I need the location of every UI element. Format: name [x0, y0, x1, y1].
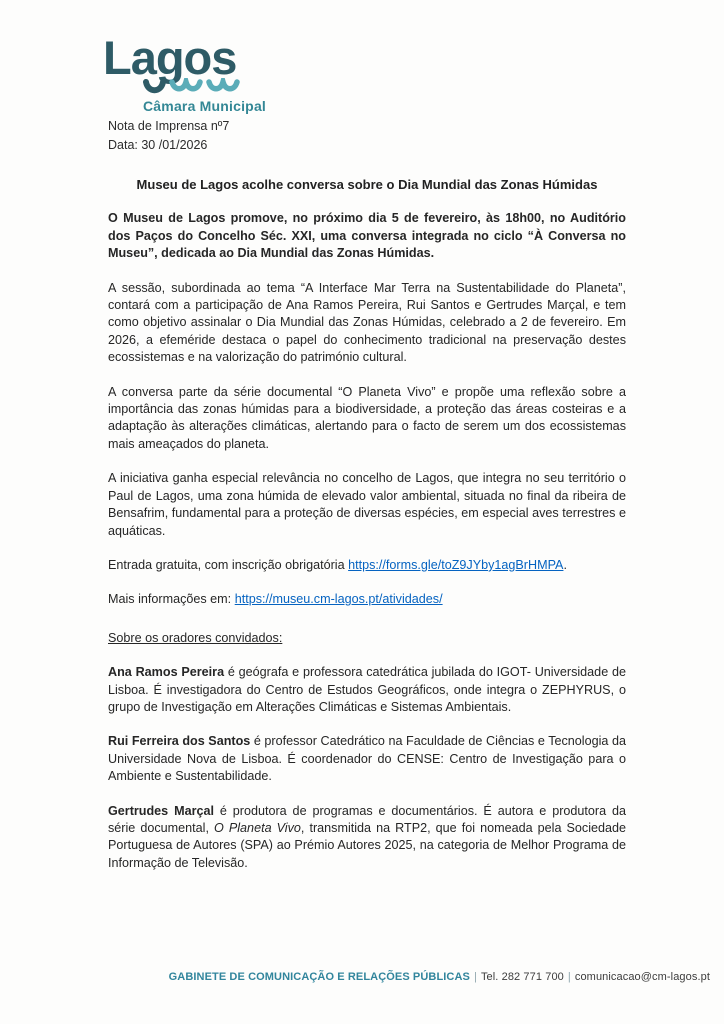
- footer-department: GABINETE DE COMUNICAÇÃO E RELAÇÕES PÚBLICAS: [168, 971, 470, 983]
- press-note-number: Nota de Imprensa nº7: [108, 119, 230, 133]
- more-info-text: Mais informações em:: [108, 592, 235, 607]
- paragraph-session: A sessão, subordinada ao tema “A Interface Mar Terra na Sustentabilidade do Planeta”, contará com a participação de Ana Ramos Pereira, Rui Santos e Gertrudes Marçal, e tem como objetivo assinalar o Dia Mundial das Zonas Húmidas, celebrado a 2 de fevereiro. Em 2026, a efeméride destaca o papel do conhecimento tradicional na preservação destes ecossistemas e na valorização do património cultural.: [108, 280, 626, 365]
- documentary-title: O Planeta Vivo: [214, 820, 301, 835]
- speaker-bio: [108, 664, 626, 716]
- speaker-bio-text: é geógrafa e professora catedrática jubilada do IGOT- Universidade de Lisboa. É investigadora do Centro de Estudos Geográficos, onde integra o ZEPHYRUS, o grupo de Investigação em Alterações Climáticas e Sistemas Ambientais.: [108, 665, 626, 714]
- speaker-bio: [108, 733, 626, 785]
- footer-phone: Tel. 282 771 700: [480, 971, 564, 983]
- speaker-bio-text: é produtora de programas e documentários. É autora e produtora da série documental,: [108, 803, 626, 835]
- logo-wordmark: Lagos: [103, 31, 237, 84]
- speaker-name: Rui Ferreira dos Santos: [108, 734, 251, 749]
- speaker-bio-text: , transmitida na RTP2, que foi nomeada pela Sociedade Portuguesa de Autores (SPA) ao Prémio Autores 2025, na categoria de Melhor Programa de Informação de Televisão.: [108, 820, 627, 870]
- press-note-date: Data: 30 /01/2026: [108, 138, 208, 152]
- document-body: [108, 176, 626, 889]
- registration-line: [108, 557, 626, 574]
- paragraph-series: A conversa parte da série documental “O Planeta Vivo” e propõe uma reflexão sobre a importância das zonas húmidas para a biodiversidade, a proteção das áreas costeiras e a adaptação às alterações climáticas, alertando para o facto de serem um dos ecossistemas mais ameaçados do planeta.: [108, 384, 626, 451]
- municipality-logo: [103, 31, 303, 114]
- footer-separator: |: [567, 971, 571, 983]
- registration-text: Entrada gratuita, com inscrição obrigatória: [108, 557, 349, 572]
- speakers-section: [108, 630, 626, 872]
- document-meta: [108, 117, 229, 155]
- footer-email: comunicacao@cm-lagos.pt: [574, 971, 710, 983]
- registration-period: .: [563, 557, 567, 572]
- registration-form-link[interactable]: https://forms.gle/toZ9JYby1agBrHMPA: [348, 557, 564, 572]
- speaker-bio-text: é professor Catedrático na Faculdade de Ciências e Tecnologia da Universidade Nova de Lisboa. É coordenador do CENSE: Centro de Investigação para o Ambiente e Sustentabilidade.: [108, 734, 626, 784]
- more-info-link[interactable]: https://museu.cm-lagos.pt/atividades/: [234, 592, 443, 607]
- footer-separator: |: [473, 971, 477, 983]
- paragraph-initiative: A iniciativa ganha especial relevância no concelho de Lagos, que integra no seu território o Paul de Lagos, uma zona húmida de elevado valor ambiental, situada no final da ribeira de Bensafrim, fundamental para a proteção de diversas espécies, em especial aves terrestres e aquáticas.: [108, 471, 626, 538]
- page-title: Museu de Lagos acolhe conversa sobre o Dia Mundial das Zonas Húmidas: [136, 177, 598, 192]
- logo-subtitle: Câmara Municipal: [143, 98, 267, 114]
- logo-waves-icon: [143, 78, 253, 98]
- speakers-heading: Sobre os oradores convidados:: [108, 630, 283, 645]
- more-info-line: [108, 591, 626, 608]
- speaker-name: Ana Ramos Pereira: [108, 665, 225, 680]
- speaker-bio: [108, 803, 626, 873]
- speaker-name: Gertrudes Marçal: [108, 803, 214, 818]
- lead-paragraph: O Museu de Lagos promove, no próximo dia 5 de fevereiro, às 18h00, no Auditório dos Paços do Concelho Séc. XXI, uma conversa integrada no ciclo “À Conversa no Museu”, dedicada ao Dia Mundial das Zonas Húmidas.: [108, 211, 626, 261]
- page-footer: [0, 971, 710, 983]
